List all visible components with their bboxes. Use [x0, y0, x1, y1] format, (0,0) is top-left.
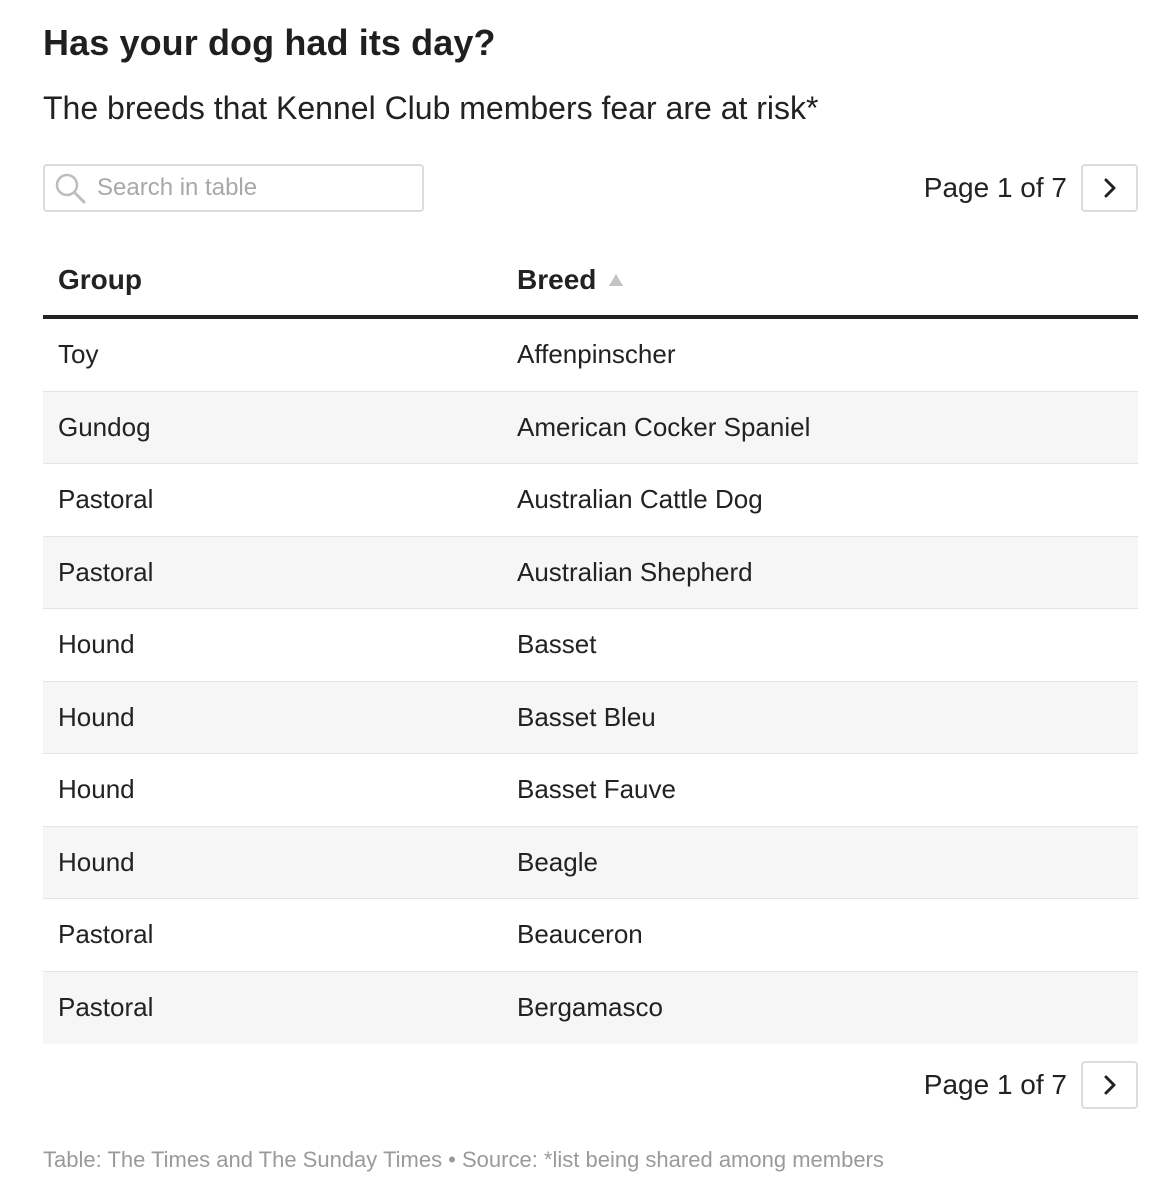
cell-group: Pastoral [58, 556, 154, 587]
column-header-label: Breed [517, 263, 597, 295]
cell-breed: Bergamasco [517, 992, 663, 1023]
table-row [43, 319, 1138, 392]
cell-breed: Basset [517, 629, 597, 660]
table-row [43, 972, 1138, 1045]
cell-breed: Beagle [517, 846, 598, 877]
cell-group: Hound [58, 846, 135, 877]
pagination-bottom [924, 1061, 1138, 1109]
table-row [43, 464, 1138, 537]
table-row [43, 609, 1138, 682]
pagination-top [924, 164, 1138, 212]
source-note: Table: The Times and The Sunday Times • Source: *list being shared among members [43, 1147, 884, 1172]
page-title: Has your dog had its day? [43, 22, 496, 63]
cell-group: Hound [58, 629, 135, 660]
table-row [43, 899, 1138, 972]
column-header-label: Group [58, 263, 142, 295]
search-box[interactable] [43, 164, 424, 212]
cell-breed: Basset Bleu [517, 701, 656, 732]
cell-group: Pastoral [58, 919, 154, 950]
chevron-right-icon [1101, 177, 1119, 199]
page-indicator: Page 1 of 7 [923, 1069, 1067, 1100]
cell-group: Gundog [58, 411, 151, 442]
table-row [43, 682, 1138, 755]
cell-breed: American Cocker Spaniel [517, 411, 811, 442]
column-header-group[interactable] [43, 264, 517, 296]
cell-group: Hound [58, 774, 135, 805]
table-row [43, 537, 1138, 610]
next-page-button[interactable] [1081, 164, 1138, 212]
page-indicator: Page 1 of 7 [923, 172, 1067, 203]
table-row [43, 827, 1138, 900]
table-body [43, 319, 1138, 1044]
cell-breed: Basset Fauve [517, 774, 676, 805]
cell-group: Pastoral [58, 992, 154, 1023]
cell-breed: Affenpinscher [517, 339, 676, 370]
chevron-right-icon [1101, 1074, 1119, 1096]
column-header-breed[interactable] [517, 264, 624, 296]
cell-group: Pastoral [58, 484, 154, 515]
cell-group: Hound [58, 701, 135, 732]
cell-breed: Australian Shepherd [517, 556, 753, 587]
table-row [43, 754, 1138, 827]
breeds-table [43, 244, 1138, 1044]
table-header [43, 244, 1138, 319]
search-input[interactable] [97, 168, 417, 208]
sort-ascending-icon [608, 273, 624, 287]
cell-breed: Beauceron [517, 919, 643, 950]
page-subtitle: The breeds that Kennel Club members fear are at risk* [43, 90, 819, 126]
cell-breed: Australian Cattle Dog [517, 484, 763, 515]
table-row [43, 392, 1138, 465]
cell-group: Toy [58, 339, 99, 370]
next-page-button[interactable] [1081, 1061, 1138, 1109]
search-icon [53, 171, 87, 205]
